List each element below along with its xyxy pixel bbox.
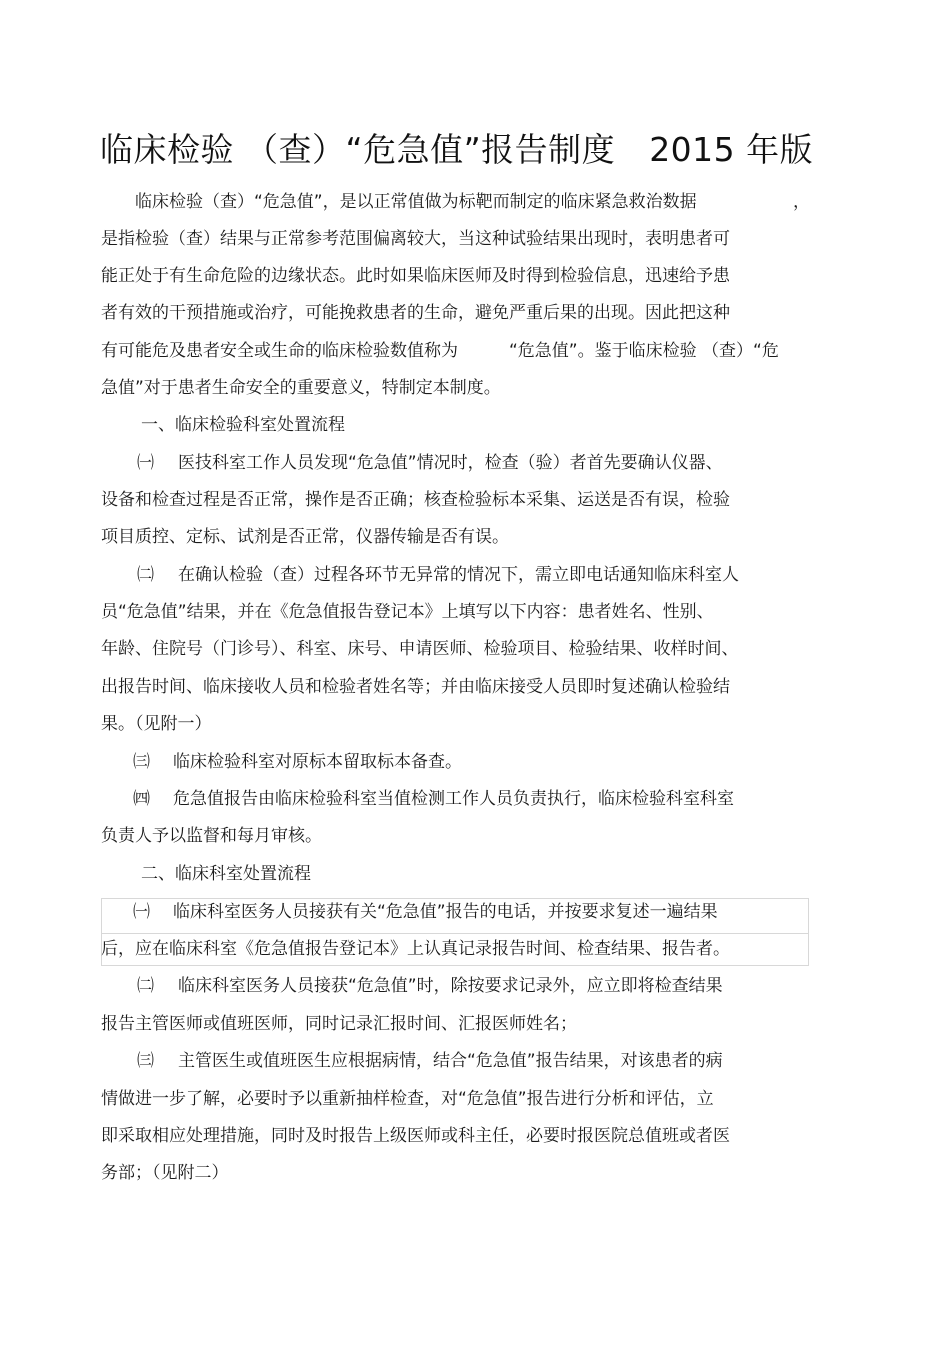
section2-item3-line-1: 主管医生或值班医生应根据病情，结合“危急值”报告结果，对该患者的病 (178, 1051, 723, 1071)
intro-line-5a: 有可能危及患者安全或生命的临床检验数值称为 (101, 341, 458, 361)
title-main: 临床检验 （查）“危急值”报告制度 (100, 130, 616, 169)
section2-item2-line-2: 报告主管医师或值班医师，同时记录汇报时间、汇报医师姓名； (101, 1014, 577, 1034)
section1-item1-marker: ㈠ (137, 453, 154, 473)
section1-item4-line-1: 危急值报告由临床检验科室当值检测工作人员负责执行，临床检验科室科室 (173, 789, 734, 809)
intro-line-5b: “危急值”。鉴于临床检验 （查）“危 (509, 341, 779, 361)
section1-item1-line-1: 医技科室工作人员发现“危急值”情况时，检查（验）者首先要确认仪器、 (178, 453, 723, 473)
section2-item3-marker: ㈢ (137, 1051, 154, 1071)
section2-heading: 二、临床科室处置流程 (141, 864, 311, 884)
section2-item1-line-1: 临床科室医务人员接获有关“危急值”报告的电话，并按要求复述一遍结果 (173, 902, 718, 922)
intro-line-4: 者有效的干预措施或治疗，可能挽救患者的生命，避免严重后果的出现。因此把这种 (101, 303, 730, 323)
section1-heading: 一、临床检验科室处置流程 (141, 415, 345, 435)
intro-line-1-comma: ， (793, 192, 810, 212)
section1-item1-line-3: 项目质控、定标、试剂是否正常，仪器传输是否有误。 (101, 527, 509, 547)
section2-item1-line-2: 后，应在临床科室《危急值报告登记本》上认真记录报告时间、检查结果、报告者。 (101, 939, 730, 959)
section1-item4-marker: ㈣ (133, 789, 150, 809)
section1-item4-line-2: 负责人予以监督和每月审核。 (101, 826, 322, 846)
section2-item1-marker: ㈠ (133, 902, 150, 922)
intro-line-2: 是指检验（查）结果与正常参考范围偏离较大，当这种试验结果出现时，表明患者可 (101, 229, 730, 249)
document-title (100, 128, 813, 172)
section2-item3-line-3: 即采取相应处理措施，同时及时报告上级医师或科主任，必要时报医院总值班或者医 (101, 1126, 730, 1146)
title-year: 2015 年版 (649, 130, 814, 169)
section1-item2-line-2: 员“危急值”结果，并在《危急值报告登记本》上填写以下内容：患者姓名、性别、 (101, 602, 714, 622)
section1-item2-marker: ㈡ (137, 565, 154, 585)
intro-line-6: 急值”对于患者生命安全的重要意义，特制定本制度。 (101, 378, 501, 398)
section2-item2-line-1: 临床科室医务人员接获“危急值”时，除按要求记录外，应立即将检查结果 (178, 976, 723, 996)
section1-item2-line-1: 在确认检验（查）过程各环节无异常的情况下，需立即电话通知临床科室人 (178, 565, 739, 585)
section1-item3-line-1: 临床检验科室对原标本留取标本备查。 (173, 752, 462, 772)
intro-line-3: 能正处于有生命危险的边缘状态。此时如果临床医师及时得到检验信息，迅速给予患 (101, 266, 730, 286)
section1-item3-marker: ㈢ (133, 752, 150, 772)
section1-item2-line-5: 果。（见附一） (101, 714, 212, 734)
section2-item3-line-4: 务部；（见附二） (101, 1163, 229, 1183)
intro-line-1: 临床检验（查）“危急值”，是以正常值做为标靶而制定的临床紧急救治数据 (135, 192, 697, 212)
section2-item3-line-2: 情做进一步了解，必要时予以重新抽样检查，对“危急值”报告进行分析和评估，立 (101, 1089, 714, 1109)
section1-item2-line-3: 年龄、住院号（门诊号）、科室、床号、申请医师、检验项目、检验结果、收样时间、 (101, 639, 739, 659)
section1-item2-line-4: 出报告时间、临床接收人员和检验者姓名等；并由临床接受人员即时复述确认检验结 (101, 677, 730, 697)
section2-item2-marker: ㈡ (137, 976, 154, 996)
section1-item1-line-2: 设备和检查过程是否正常，操作是否正确；核查检验标本采集、运送是否有误，检验 (101, 490, 730, 510)
